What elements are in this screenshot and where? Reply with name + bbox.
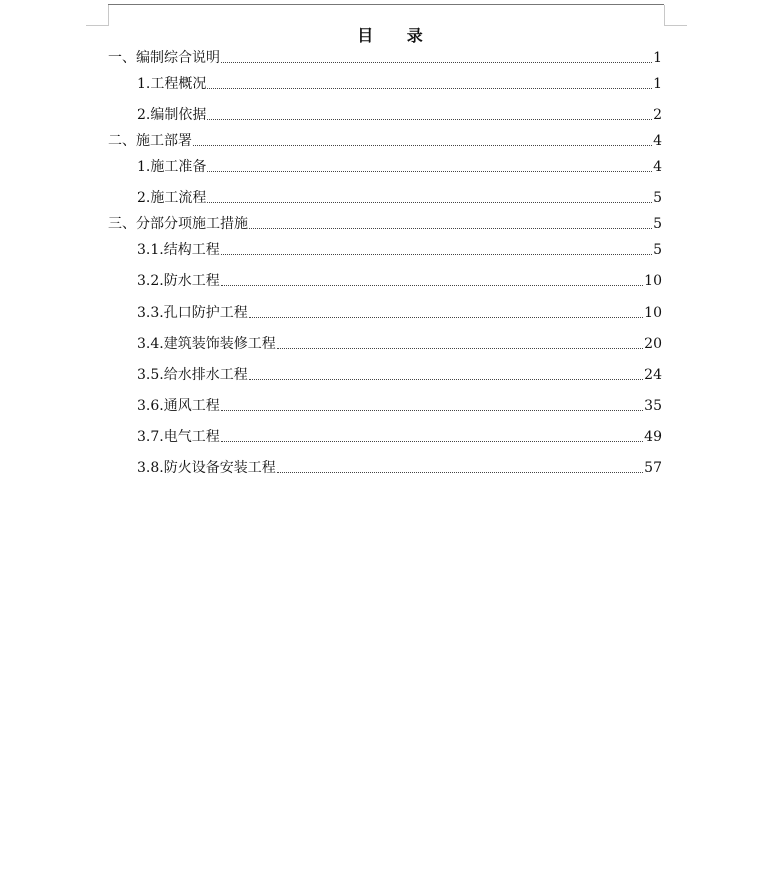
- toc-dot-leader: [249, 228, 652, 229]
- toc-entry-label: 2.施工流程: [137, 190, 207, 206]
- toc-entry-label: 3.2.防水工程: [137, 273, 220, 289]
- toc-entry-page: 4: [653, 133, 662, 149]
- toc-entry[interactable]: [137, 241, 662, 259]
- toc-entry-label: 2.编制依据: [137, 107, 207, 123]
- margin-corner-mark-top-right: [664, 5, 687, 26]
- toc-entry[interactable]: [137, 459, 662, 477]
- toc-entry-page: 24: [644, 367, 662, 383]
- toc-entry[interactable]: [137, 397, 662, 415]
- toc-entry-page: 1: [653, 50, 662, 66]
- toc-entry[interactable]: [137, 304, 662, 322]
- toc-entry-label: 一、编制综合说明: [108, 50, 220, 66]
- header-rule: [108, 4, 664, 5]
- toc-entry[interactable]: [108, 132, 662, 150]
- toc-entry[interactable]: [137, 272, 662, 290]
- toc-dot-leader: [221, 62, 652, 63]
- toc-dot-leader: [249, 317, 643, 318]
- toc-dot-leader: [207, 119, 652, 120]
- toc-entry-page: 20: [644, 336, 662, 352]
- toc-dot-leader: [207, 202, 652, 203]
- toc-entry-label: 3.3.孔口防护工程: [137, 305, 248, 321]
- toc-entry-page: 5: [653, 190, 662, 206]
- toc-entry[interactable]: [108, 49, 662, 67]
- toc-entry[interactable]: [137, 428, 662, 446]
- toc-entry-label: 3.1.结构工程: [137, 242, 220, 258]
- toc-entry-label: 3.7.电气工程: [137, 429, 220, 445]
- toc-entry[interactable]: [137, 335, 662, 353]
- toc-entry-label: 三、分部分项施工措施: [108, 216, 248, 232]
- toc-dot-leader: [277, 472, 643, 473]
- toc-dot-leader: [221, 410, 643, 411]
- toc-entry-page: 5: [653, 216, 662, 232]
- toc-entry-label: 二、施工部署: [108, 133, 192, 149]
- toc-entry-label: 3.6.通风工程: [137, 398, 220, 414]
- toc-entry-label: 1.施工准备: [137, 159, 207, 175]
- toc-entry-page: 2: [653, 107, 662, 123]
- toc-entry[interactable]: [137, 366, 662, 384]
- toc-dot-leader: [249, 379, 643, 380]
- margin-corner-mark-top-left: [86, 5, 109, 26]
- toc-dot-leader: [207, 88, 652, 89]
- toc-entry-label: 3.4.建筑装饰装修工程: [137, 336, 276, 352]
- toc-title: 目 录: [357, 26, 437, 45]
- toc-entry-page: 5: [653, 242, 662, 258]
- toc-dot-leader: [221, 285, 643, 286]
- toc-entry[interactable]: [108, 215, 662, 233]
- toc-entry-page: 49: [644, 429, 662, 445]
- toc-entry-label: 3.5.给水排水工程: [137, 367, 248, 383]
- toc-dot-leader: [207, 171, 652, 172]
- toc-entry[interactable]: [137, 106, 662, 124]
- toc-dot-leader: [193, 145, 652, 146]
- toc-dot-leader: [221, 441, 643, 442]
- toc-entry[interactable]: [137, 189, 662, 207]
- toc-entry-page: 10: [644, 305, 662, 321]
- toc-entry-page: 1: [653, 76, 662, 92]
- toc-entry-page: 57: [644, 460, 662, 476]
- toc-entry[interactable]: [137, 75, 662, 93]
- toc-dot-leader: [277, 348, 643, 349]
- toc-entry-page: 35: [644, 398, 662, 414]
- toc-entry-page: 10: [644, 273, 662, 289]
- toc-entry-page: 4: [653, 159, 662, 175]
- toc-dot-leader: [221, 254, 652, 255]
- toc-entry[interactable]: [137, 158, 662, 176]
- toc-entry-label: 1.工程概况: [137, 76, 207, 92]
- toc-entry-label: 3.8.防火设备安装工程: [137, 460, 276, 476]
